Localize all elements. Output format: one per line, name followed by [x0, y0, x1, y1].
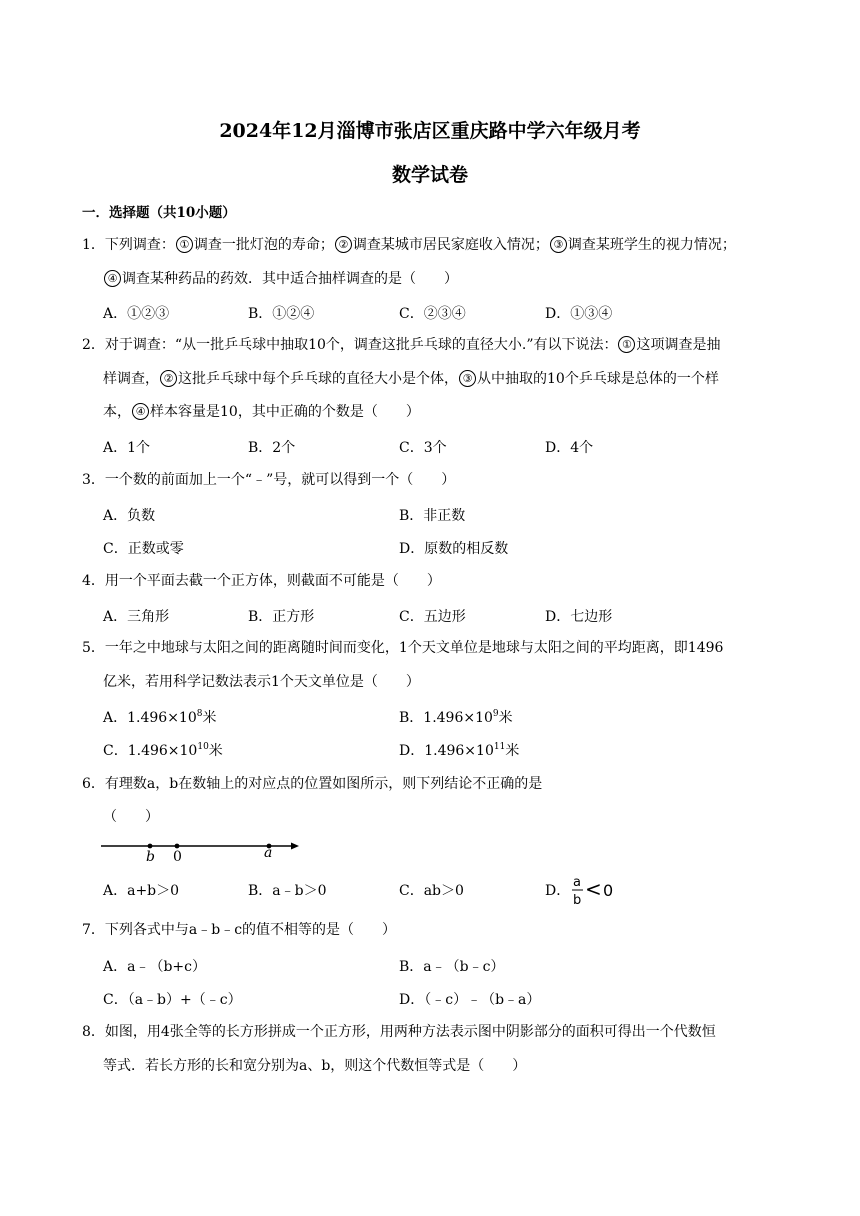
q5-option-d-exp: 11 [493, 742, 506, 752]
q2-line1 [82, 336, 720, 354]
q6-option-c: C．ab＞0 [399, 883, 464, 899]
number-line-figure [98, 834, 308, 866]
q6-option-d: D． [545, 883, 571, 899]
q6-option-b: B．a﹣b＞0 [248, 883, 327, 899]
q1-text-d: 调查某班学生的视力情况； [567, 237, 736, 253]
q7-option-b: B．a﹣（b﹣c） [399, 959, 505, 975]
q5-option-b-unit: 米 [498, 710, 513, 726]
q2-text-e: 从中抽取的10个乒乓球是总体的一个样 [477, 371, 719, 387]
q7-line1: 7．下列各式中与a﹣b﹣c的值不相等的是（ ） [82, 922, 397, 938]
q5-option-d-base: D．1.496×10 [399, 743, 494, 759]
q1-text-b: 调查一批灯泡的寿命； [193, 237, 334, 253]
q1-option-a: A．①②③ [103, 306, 170, 322]
q2-line3 [103, 403, 420, 421]
q2-option-b: B．2个 [248, 440, 296, 456]
q5-option-c-base: C．1.496×10 [103, 743, 198, 759]
point-zero-dot [175, 844, 180, 849]
q5-option-a-unit: 米 [202, 710, 217, 726]
point-zero-label: 0 [173, 849, 182, 865]
q5-option-a-base: A．1.496×10 [103, 710, 197, 726]
q5-option-d [399, 740, 519, 760]
q6-line1: 6．有理数a，b在数轴上的对应点的位置如图所示，则下列结论不正确的是 [82, 776, 543, 792]
section-heading: 一．选择题（共10小题） [82, 205, 236, 221]
q5-line2: 亿米，若用科学记数法表示1个天文单位是（ ） [103, 674, 420, 690]
q2-text-f: 本， [103, 404, 131, 420]
q5-option-a [103, 707, 216, 727]
q3-line1: 3．一个数的前面加上一个“﹣”号，就可以得到一个（ ） [82, 472, 456, 488]
q1-option-b: B．①②④ [248, 306, 315, 322]
q5-option-b-base: B．1.496×10 [399, 710, 493, 726]
q2-line2 [103, 370, 719, 388]
circle-3: ③ [550, 236, 567, 253]
q2-option-d: D．4个 [545, 440, 594, 456]
circle-4: ④ [104, 270, 121, 287]
q6-option-d-fraction [570, 873, 620, 909]
q3-option-d: D．原数的相反数 [399, 541, 509, 557]
q5-option-a-exp: 8 [196, 709, 203, 719]
q4-option-b: B．正方形 [248, 609, 315, 625]
point-b-label: b [146, 849, 155, 865]
circle-2: ② [335, 236, 352, 253]
q1-text-c: 调查某城市居民家庭收入情况； [352, 237, 549, 253]
fraction-denominator: b [573, 893, 582, 908]
point-a-label: a [264, 845, 273, 861]
q7-option-c: C．（a﹣b）+（﹣c） [103, 992, 242, 1008]
point-b-dot [148, 844, 153, 849]
q3-option-c: C．正数或零 [103, 541, 184, 557]
q7-option-a: A．a﹣（b+c） [103, 959, 206, 975]
q1-text-a: 1．下列调查： [82, 237, 175, 253]
circle-3: ③ [459, 370, 476, 387]
fraction-rhs: 0 [603, 881, 614, 900]
q5-option-b [399, 707, 513, 727]
q3-option-b: B．非正数 [399, 508, 466, 524]
q1-text-e: 调查某种药品的药效．其中适合抽样调查的是（ ） [122, 271, 458, 287]
q7-option-d: D．（﹣c）﹣（b﹣a） [399, 992, 541, 1008]
q5-option-d-unit: 米 [505, 743, 520, 759]
q8-line2: 等式．若长方形的长和宽分别为a、b，则这个代数恒等式是（ ） [103, 1058, 527, 1074]
fraction-numerator: a [573, 875, 581, 890]
q5-option-c [103, 740, 223, 760]
circle-1: ① [618, 336, 635, 353]
exam-subtitle: 数学试卷 [391, 164, 468, 186]
q5-line1: 5．一年之中地球与太阳之间的距离随时间而变化，1个天文单位是地球与太阳之间的平均距离，即1496 [82, 640, 724, 656]
q8-line1: 8．如图，用4张全等的长方形拼成一个正方形，用两种方法表示图中阴影部分的面积可得出一个代数恒 [82, 1024, 716, 1040]
q4-option-a: A．三角形 [103, 609, 170, 625]
q2-option-c: C．3个 [399, 440, 447, 456]
q2-text-b: 这项调查是抽 [636, 337, 721, 353]
q6-option-a: A．a+b＞0 [103, 883, 180, 899]
q5-option-c-exp: 10 [197, 742, 209, 752]
q2-text-c: 样调查， [103, 371, 159, 387]
circle-4: ④ [132, 403, 149, 420]
q5-option-c-unit: 米 [208, 743, 223, 759]
q6-paren: （ ） [103, 809, 159, 825]
q4-option-c: C．五边形 [399, 609, 466, 625]
q1-option-c: C．②③④ [399, 306, 466, 322]
q4-option-d: D．七边形 [545, 609, 613, 625]
q2-option-a: A．1个 [103, 440, 151, 456]
q3-option-a: A．负数 [103, 508, 156, 524]
q1-line2 [103, 270, 458, 288]
q1-option-d: D．①③④ [545, 306, 613, 322]
q1-line1 [82, 236, 736, 254]
circle-2: ② [160, 370, 177, 387]
less-than-sign: < [585, 877, 602, 901]
exam-title: 2024年12月淄博市张店区重庆路中学六年级月考 [219, 120, 641, 142]
number-line-arrow-icon [291, 843, 299, 850]
q2-text-d: 这批乒乓球中每个乒乓球的直径大小是个体， [178, 371, 458, 387]
q5-option-b-exp: 9 [492, 709, 499, 719]
circle-1: ① [176, 236, 193, 253]
q2-text-a: 2．对于调查：“从一批乒乓球中抽取10个，调查这批乒乓球的直径大小.”有以下说法： [82, 337, 618, 353]
q4-line1: 4．用一个平面去截一个正方体，则截面不可能是（ ） [82, 573, 441, 589]
q2-text-g: 样本容量是10，其中正确的个数是（ ） [150, 404, 420, 420]
